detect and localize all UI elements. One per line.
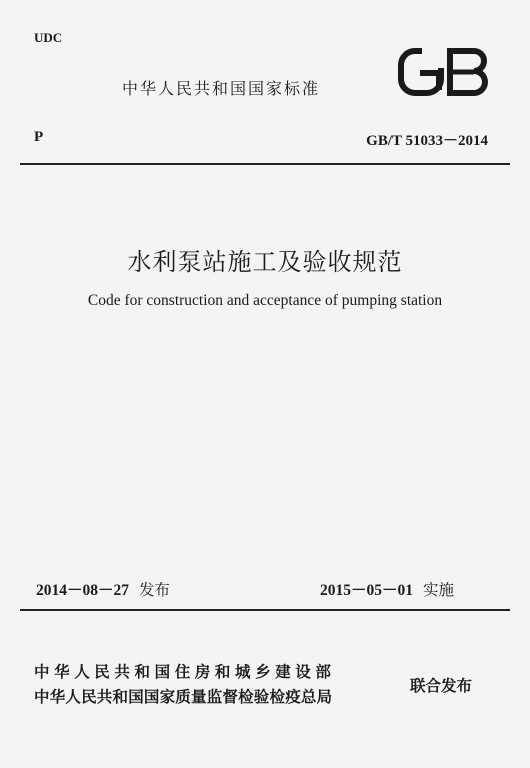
issued-date: 2014－08－27	[36, 582, 130, 599]
effective-label: 实施	[423, 581, 455, 599]
gb-logo	[398, 48, 490, 96]
issuer-ministry: 中华人民共和国住房和城乡建设部	[34, 663, 336, 681]
bottom-divider	[20, 609, 510, 611]
issuer-administration: 中华人民共和国国家质量监督检验检疫总局	[34, 688, 333, 706]
effective-date-line	[320, 578, 454, 600]
document-title-zh: 水利泵站施工及验收规范	[127, 248, 403, 276]
standard-code: GB/T 51033－2014	[366, 133, 488, 149]
category-code: P	[34, 129, 44, 145]
standard-type: 中华人民共和国国家标准	[122, 79, 321, 98]
issued-date-line	[36, 578, 170, 600]
joint-issue-label: 联合发布	[410, 677, 473, 695]
effective-date: 2015－05－01	[320, 582, 414, 599]
issued-label: 发布	[139, 581, 171, 599]
top-divider	[20, 163, 510, 165]
udc-label: UDC	[34, 30, 63, 45]
document-title-en: Code for construction and acceptance of pumping station	[87, 292, 443, 309]
